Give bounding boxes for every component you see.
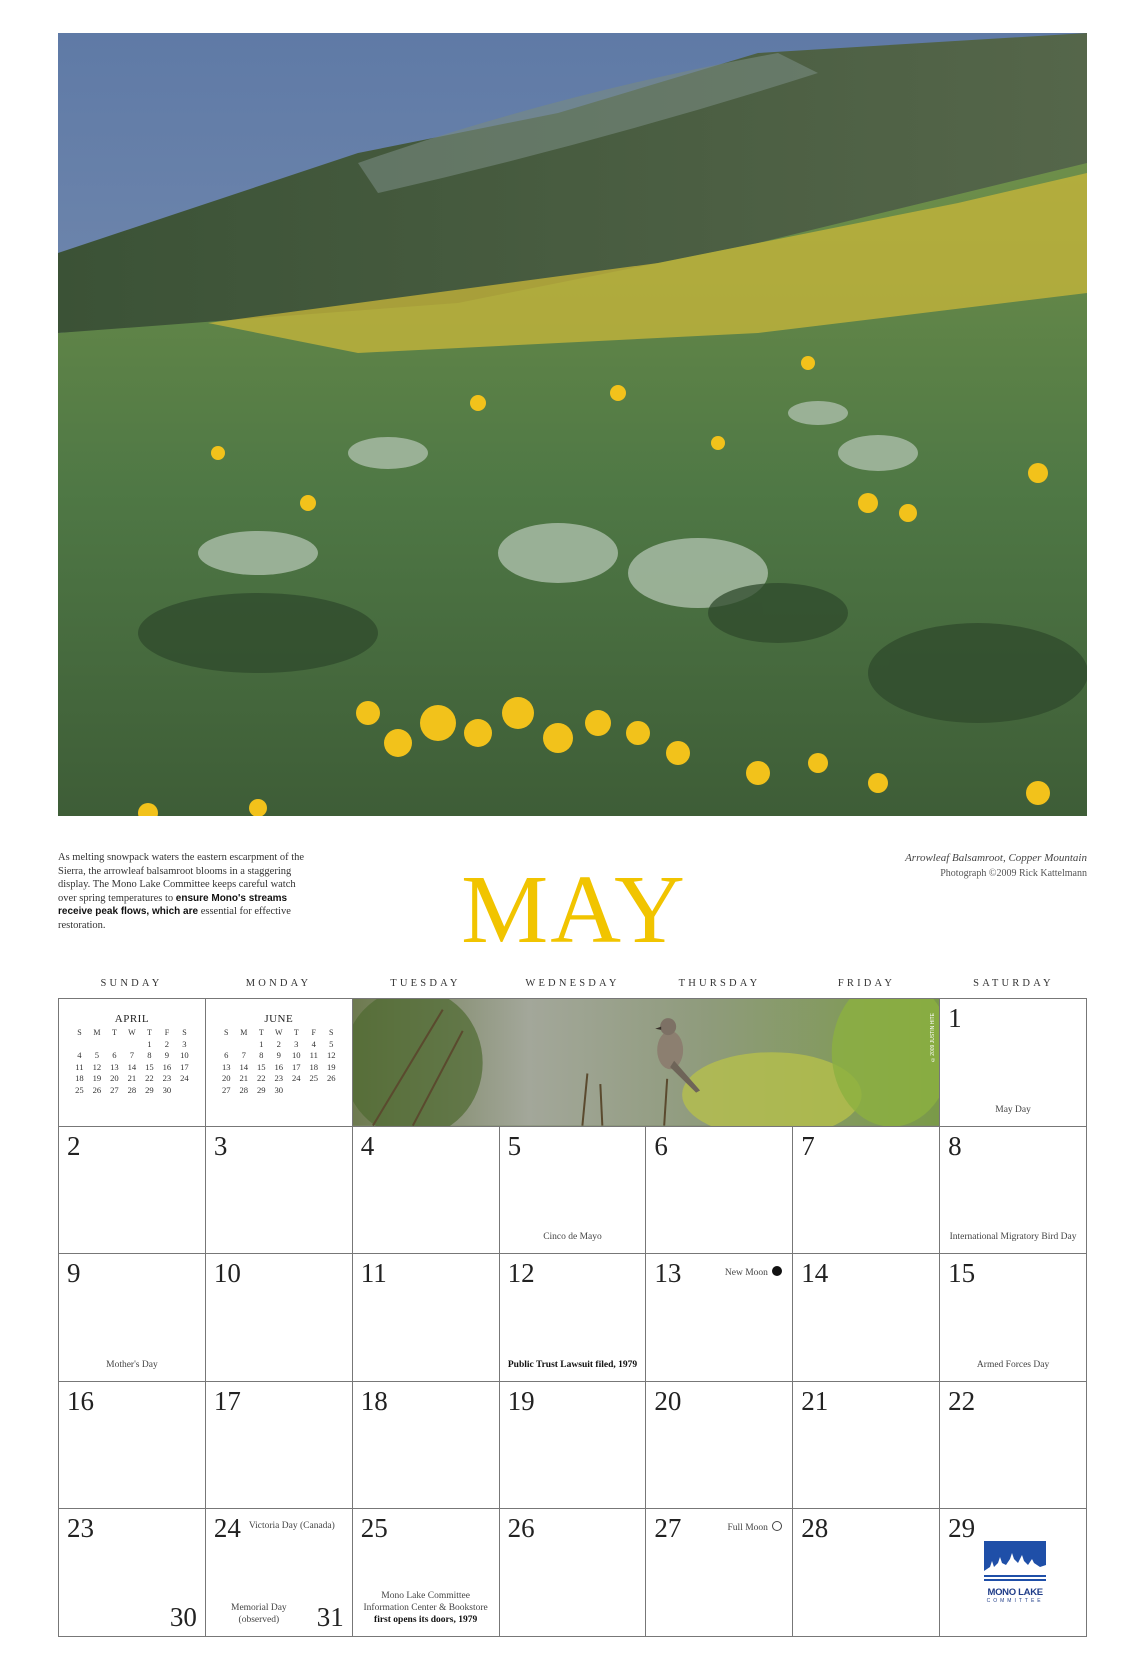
mini-calendar-weekday: W — [128, 1028, 136, 1037]
day-number: 31 — [316, 1601, 344, 1632]
photographer-credit: Photograph ©2009 Rick Kattelmann — [940, 868, 1087, 879]
day-cell[interactable] — [59, 1382, 206, 1510]
mini-calendar-day: 16 — [162, 1061, 172, 1072]
day-number: 9 — [67, 1258, 81, 1289]
mini-calendar-day: 20 — [221, 1073, 231, 1084]
memorial-day-label: Memorial Day — [231, 1602, 287, 1613]
mini-calendar-day: 21 — [127, 1073, 137, 1084]
day-cell[interactable] — [59, 1127, 206, 1255]
mini-calendar-day: 30 — [274, 1084, 284, 1095]
mini-calendar-day: 7 — [129, 1050, 135, 1061]
mini-calendar-day: 10 — [180, 1050, 189, 1061]
day-number: 21 — [801, 1385, 829, 1416]
mono-lake-committee-logo — [984, 1541, 1046, 1604]
mini-calendar-weekday: T — [111, 1028, 117, 1037]
mini-calendar-day — [176, 1085, 194, 1097]
weekday-friday: FRIDAY — [837, 978, 896, 989]
mini-calendar-day: 4 — [311, 1038, 316, 1049]
day-number: 2 — [67, 1130, 81, 1161]
mini-calendar-day: 7 — [241, 1050, 246, 1061]
description-text: As melting snowpack waters the eastern escarpment of the Sierra, the arrowleaf balsamroot blooms in a staggering display. The Mono Lake Committee keeps careful watch over spring temperatures to — [58, 852, 305, 904]
mini-calendar-day — [288, 1085, 306, 1097]
full-moon-icon — [772, 1521, 782, 1531]
day-cell[interactable] — [59, 1254, 206, 1382]
day-cell[interactable] — [793, 1382, 940, 1510]
day-cell[interactable] — [940, 999, 1087, 1127]
day-cell[interactable] — [206, 1254, 353, 1382]
bird-photo-credit: ©2009 JUSTIN HITE — [930, 1013, 937, 1062]
landscape-photo — [58, 33, 1087, 816]
mini-calendar-day — [305, 1085, 323, 1097]
mini-calendar-day: 3 — [294, 1038, 299, 1049]
event-public-trust-lawsuit: Public Trust Lawsuit filed, 1979 — [507, 1359, 638, 1370]
mini-calendar-day: 12 — [92, 1061, 102, 1072]
mini-calendar-weekday: W — [274, 1028, 283, 1037]
day-number: 19 — [507, 1385, 535, 1416]
mini-calendar-day: 11 — [309, 1050, 318, 1061]
day-cell[interactable] — [646, 1127, 793, 1255]
event-mothers-day: Mother's Day — [106, 1359, 158, 1370]
day-number: 28 — [801, 1513, 829, 1544]
day-cell[interactable] — [353, 1509, 500, 1637]
day-number: 13 — [654, 1258, 682, 1289]
mini-calendar-day: 11 — [75, 1061, 84, 1072]
mini-calendar-day: 1 — [259, 1038, 264, 1049]
mini-calendar-day: 14 — [127, 1061, 137, 1072]
day-number: 3 — [213, 1130, 228, 1161]
mini-calendar-day: 18 — [309, 1061, 319, 1072]
full-moon-label: Full Moon — [727, 1523, 768, 1534]
mlc-line-1: Mono Lake Committee — [381, 1590, 470, 1601]
day-cell[interactable] — [940, 1382, 1087, 1510]
mini-calendar-day: 6 — [112, 1050, 117, 1061]
day-cell[interactable] — [940, 1254, 1087, 1382]
mini-calendar-day: 22 — [256, 1073, 266, 1084]
day-number: 1 — [948, 1003, 962, 1033]
day-cell[interactable] — [206, 1127, 353, 1255]
mini-calendar-weekday: F — [311, 1028, 316, 1037]
mini-calendar-day: 29 — [256, 1084, 266, 1095]
mini-calendar-day — [106, 1039, 124, 1051]
mini-calendar-day: 19 — [326, 1061, 336, 1072]
mini-calendar-day: 12 — [326, 1050, 336, 1061]
day-cell[interactable] — [500, 1254, 647, 1382]
mini-calendar-day: 15 — [145, 1061, 154, 1072]
day-cell[interactable] — [940, 1509, 1087, 1637]
mini-calendar-day: 5 — [329, 1038, 334, 1049]
weekday-wednesday: WEDNESDAY — [525, 978, 620, 989]
day-cell[interactable] — [646, 1254, 793, 1382]
mini-calendar-day: 5 — [94, 1050, 100, 1061]
event-mlc-opening — [353, 1590, 499, 1626]
day-number: 17 — [213, 1385, 241, 1416]
event-cinco-de-mayo: Cinco de Mayo — [543, 1232, 602, 1243]
day-cell[interactable] — [59, 1509, 206, 1637]
new-moon-label: New Moon — [724, 1268, 768, 1279]
logo-name: MONO LAKE — [987, 1587, 1043, 1599]
mini-calendar-day: 17 — [291, 1061, 301, 1072]
mini-calendar-weekday: T — [293, 1028, 299, 1037]
mini-calendar-day: 28 — [127, 1084, 137, 1095]
mini-calendar-day: 24 — [291, 1073, 301, 1084]
mini-calendar-day: 23 — [162, 1073, 172, 1084]
day-cell[interactable] — [500, 1509, 647, 1637]
description-end-text: essential for effective restoration. — [58, 906, 291, 931]
month-title: MAY — [461, 856, 687, 964]
mini-calendar-day: 24 — [180, 1073, 189, 1084]
day-cell[interactable] — [206, 1382, 353, 1510]
mono-lake-logo-icon — [984, 1541, 1046, 1583]
mini-calendar-day — [123, 1039, 141, 1051]
mini-calendar-april — [59, 999, 206, 1127]
new-moon-note — [725, 1266, 782, 1278]
day-number: 29 — [948, 1513, 976, 1544]
event-memorial-day — [214, 1602, 304, 1626]
mlc-line-2: Information Center & Bookstore — [363, 1602, 488, 1613]
day-number: 14 — [801, 1258, 829, 1289]
mini-calendar-day: 3 — [182, 1038, 187, 1049]
day-number: 4 — [360, 1130, 375, 1161]
day-cell[interactable] — [940, 1127, 1087, 1255]
day-cell[interactable] — [353, 1382, 500, 1510]
mini-calendar-day: 9 — [164, 1050, 170, 1061]
mini-calendar-day — [88, 1039, 106, 1051]
mini-calendar-day: 30 — [162, 1084, 172, 1095]
mini-calendar-day: 13 — [110, 1061, 119, 1072]
mini-calendar-day: 25 — [309, 1073, 319, 1084]
day-number: 15 — [948, 1258, 976, 1289]
day-number: 30 — [169, 1601, 197, 1632]
weekday-saturday: SATURDAY — [973, 978, 1054, 989]
day-cell[interactable] — [646, 1382, 793, 1510]
mini-calendar-day: 4 — [77, 1050, 82, 1061]
mini-calendar-day: 17 — [180, 1061, 189, 1072]
event-may-day: May Day — [995, 1104, 1031, 1115]
full-moon-note — [728, 1521, 783, 1533]
mini-calendar-day: 13 — [221, 1061, 231, 1072]
mini-calendar-title: APRIL — [114, 1013, 150, 1025]
photo-caption: Arrowleaf Balsamroot, Copper Mountain — [905, 852, 1087, 864]
mini-calendar-weekday: S — [224, 1028, 229, 1037]
day-cell[interactable] — [206, 1509, 353, 1637]
day-number: 20 — [654, 1385, 682, 1416]
mini-calendar-day: 21 — [239, 1073, 249, 1084]
day-number: 27 — [654, 1513, 682, 1544]
mini-calendar-day: 27 — [110, 1084, 119, 1095]
mini-calendar-day: 2 — [276, 1038, 281, 1049]
mini-calendar-day: 15 — [256, 1061, 266, 1072]
mini-calendar-weekday: T — [258, 1028, 264, 1037]
day-number: 12 — [507, 1258, 535, 1289]
photo-description — [58, 851, 316, 933]
day-number: 6 — [654, 1130, 668, 1161]
day-cell[interactable] — [353, 1127, 500, 1255]
mini-calendar-table — [218, 1027, 341, 1097]
mini-calendar-day: 25 — [75, 1084, 84, 1095]
mini-calendar-day: 26 — [92, 1084, 102, 1095]
mini-calendar-day: 1 — [147, 1038, 152, 1049]
memorial-day-observed: (observed) — [238, 1614, 280, 1625]
new-moon-icon — [772, 1266, 782, 1276]
mini-calendar-weekday: S — [182, 1028, 187, 1037]
day-cell[interactable] — [793, 1254, 940, 1382]
day-number: 10 — [213, 1258, 241, 1289]
calendar-grid — [58, 998, 1087, 1637]
day-number: 7 — [801, 1130, 815, 1161]
mini-calendar-weekday: T — [146, 1028, 152, 1037]
mini-calendar-weekday: S — [329, 1028, 334, 1037]
day-number: 8 — [948, 1130, 962, 1161]
mini-calendar-title: JUNE — [264, 1013, 294, 1025]
bird-photo — [353, 999, 940, 1127]
mini-calendar-day: 26 — [326, 1073, 336, 1084]
day-cell[interactable] — [353, 1254, 500, 1382]
day-number: 16 — [67, 1385, 94, 1416]
event-victoria-day: Victoria Day (Canada) — [248, 1521, 335, 1532]
mini-calendar-day: 10 — [291, 1050, 301, 1061]
weekday-header — [58, 978, 1087, 989]
mini-calendar-day — [71, 1039, 89, 1051]
mini-calendar-day: 29 — [145, 1084, 154, 1095]
logo-sub: COMMITTEE — [986, 1598, 1044, 1605]
day-cell[interactable] — [793, 1509, 940, 1637]
day-number: 22 — [948, 1385, 976, 1416]
mini-calendar-day: 27 — [221, 1084, 231, 1095]
day-number: 18 — [360, 1385, 388, 1416]
day-number: 25 — [360, 1513, 388, 1544]
event-migratory-bird-day: International Migratory Bird Day — [949, 1232, 1077, 1243]
weekday-tuesday: TUESDAY — [390, 978, 461, 989]
day-cell[interactable] — [646, 1509, 793, 1637]
day-number: 26 — [507, 1513, 535, 1544]
day-number: 11 — [360, 1258, 387, 1289]
weekday-monday: MONDAY — [245, 978, 312, 989]
event-armed-forces-day: Armed Forces Day — [976, 1359, 1050, 1370]
mini-calendar-day — [218, 1039, 236, 1051]
mini-calendar-day: 22 — [145, 1073, 154, 1084]
mini-calendar-day: 8 — [259, 1050, 264, 1061]
mini-calendar-day: 16 — [274, 1061, 284, 1072]
mini-calendar-day: 9 — [276, 1050, 281, 1061]
description-bold-text: ensure Mono's streams receive peak flows, which are — [58, 892, 288, 918]
mini-calendar-day: 23 — [274, 1073, 284, 1084]
mini-calendar-day: 18 — [75, 1073, 84, 1084]
mini-calendar-weekday: S — [77, 1028, 82, 1037]
mini-calendar-weekday: M — [240, 1028, 248, 1037]
mini-calendar-day: 6 — [224, 1050, 229, 1061]
photo-credit — [905, 851, 1087, 881]
mini-calendar-day: 14 — [239, 1061, 249, 1072]
mlc-line-3: first opens its doors, 1979 — [374, 1614, 478, 1625]
weekday-thursday: THURSDAY — [678, 978, 761, 989]
mini-calendar-day: 8 — [147, 1050, 152, 1061]
mini-calendar-day: 28 — [239, 1084, 249, 1095]
mini-calendar-day: 2 — [164, 1038, 170, 1049]
mini-calendar-day — [235, 1039, 253, 1051]
mini-calendar-day: 19 — [92, 1073, 102, 1084]
day-cell[interactable] — [500, 1127, 647, 1255]
day-number: 24 — [213, 1513, 241, 1544]
day-number: 23 — [67, 1513, 94, 1544]
day-cell[interactable] — [793, 1127, 940, 1255]
mini-calendar-day — [323, 1085, 341, 1097]
mini-calendar-weekday: M — [93, 1028, 101, 1037]
day-cell[interactable] — [500, 1382, 647, 1510]
mini-calendar-weekday: F — [164, 1028, 170, 1037]
day-number: 5 — [507, 1130, 522, 1161]
mini-calendar-june — [206, 999, 353, 1127]
mini-calendar-table — [71, 1027, 194, 1097]
weekday-sunday: SUNDAY — [100, 978, 163, 989]
mini-calendar-day: 20 — [110, 1073, 119, 1084]
